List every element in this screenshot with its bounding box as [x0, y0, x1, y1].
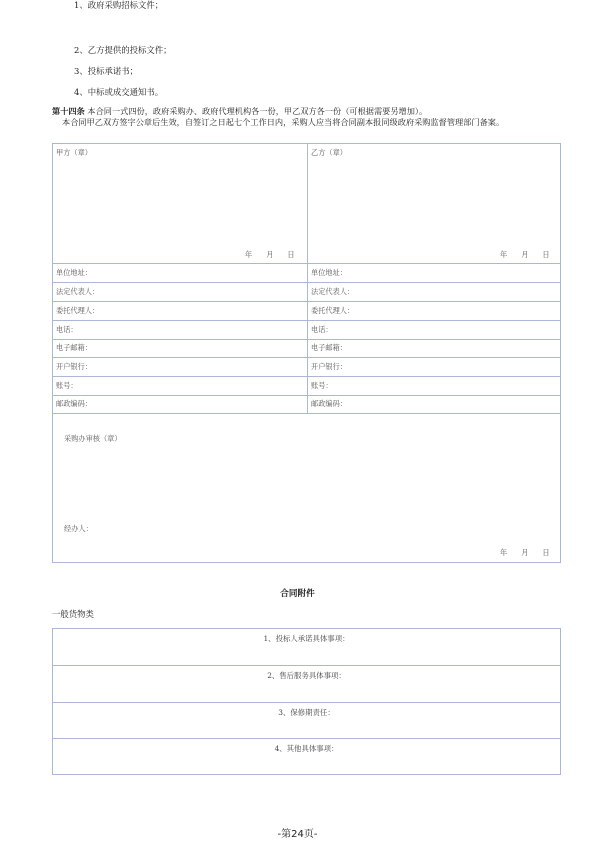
party-a-seal-label: 甲方（章） [56, 148, 92, 157]
review-date: 年 月 日 [500, 548, 550, 557]
list-item-1: 1、政府采购招标文件； [74, 0, 164, 10]
clause-14-title: 第十四条 [52, 106, 85, 116]
party-a-phone: 电话： [56, 325, 78, 334]
party-a-agent: 委托代理人： [56, 306, 100, 315]
party-b-agent: 委托代理人： [311, 306, 355, 315]
review-handler-label: 经办人： [64, 524, 93, 533]
party-a-email: 电子邮箱： [56, 343, 92, 352]
attachment-item-1: 1、投标人承诺具体事项： [263, 634, 350, 643]
party-a-address: 单位地址： [56, 268, 92, 277]
party-a-postcode: 邮政编码： [56, 399, 92, 408]
list-item-2: 2、乙方提供的投标文件； [74, 45, 172, 55]
attachment-item-2: 2、售后服务具体事项： [267, 671, 346, 680]
list-item-3: 3、投标承诺书； [74, 66, 138, 76]
attachment-heading: 合同附件 [280, 589, 315, 599]
attachment-subhead: 一般货物类 [52, 609, 94, 619]
page-number: -第24页- [277, 829, 318, 840]
clause-14-text2: 本合同甲乙双方签字公章后生效，自签订之日起七个工作日内，采购人应当将合同副本报同级政府采购监督管理部门备案。 [62, 117, 505, 127]
review-seal-label: 采购办审核（章） [64, 434, 122, 443]
party-b-email: 电子邮箱： [311, 343, 347, 352]
party-b-legal-rep: 法定代表人： [311, 287, 355, 296]
party-b-bank: 开户银行： [311, 362, 347, 371]
signature-divider [307, 143, 308, 413]
party-a-legal-rep: 法定代表人： [56, 287, 100, 296]
attachment-item-4: 4、其他具体事项： [274, 744, 339, 753]
party-b-seal-label: 乙方（章） [311, 148, 347, 157]
list-item-4: 4、中标或成交通知书。 [74, 87, 164, 97]
party-a-date: 年 月 日 [245, 250, 295, 259]
party-a-account: 账号： [56, 381, 78, 390]
party-b-postcode: 邮政编码： [311, 399, 347, 408]
party-b-address: 单位地址： [311, 268, 347, 277]
party-b-phone: 电话： [311, 325, 333, 334]
clause-14-text: 本合同一式四份，政府采购办、政府代理机构各一份，甲乙双方各一份（可根据需要另增加）。 [87, 106, 428, 116]
attachment-item-3: 3、保修期责任： [278, 708, 335, 717]
party-b-date: 年 月 日 [500, 250, 550, 259]
clause-14 [52, 106, 560, 128]
party-b-account: 账号： [311, 381, 333, 390]
party-a-bank: 开户银行： [56, 362, 92, 371]
